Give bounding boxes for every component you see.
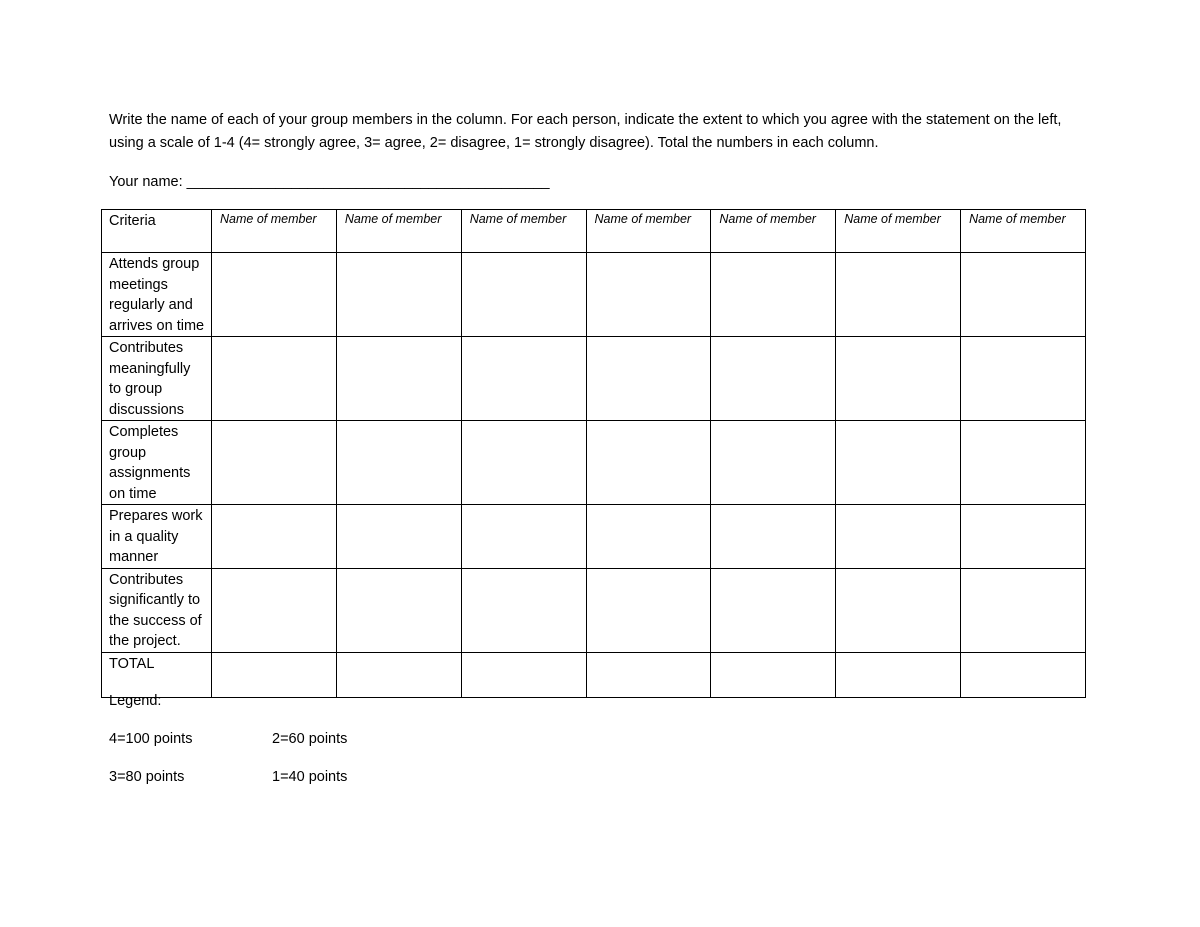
total-row <box>102 652 1086 697</box>
member-header: Name of member <box>711 210 836 253</box>
table-row <box>102 421 1086 505</box>
table-row <box>102 568 1086 652</box>
score-cell <box>836 253 961 337</box>
score-cell <box>586 421 711 505</box>
score-cell <box>836 568 961 652</box>
score-cell <box>212 568 337 652</box>
member-header: Name of member <box>836 210 961 253</box>
criteria-cell: Attends group meetings regularly and arrives on time <box>102 253 212 337</box>
total-cell <box>336 652 461 697</box>
score-cell <box>461 421 586 505</box>
member-header: Name of member <box>336 210 461 253</box>
score-cell <box>711 253 836 337</box>
total-cell <box>586 652 711 697</box>
legend-item: 2=60 points <box>272 731 348 747</box>
peer-evaluation-table <box>101 209 1086 698</box>
criteria-cell: Completes group assignments on time <box>102 421 212 505</box>
score-cell <box>461 253 586 337</box>
instructions-text: Write the name of each of your group members in the column. For each person, indicate the extent to which you agree with the statement on the left, using a scale of 1-4 (4= strongly agree, 3= agree, 2= disagree, 1= strongly disagree). Total the numbers in each column. <box>109 112 1062 151</box>
score-cell <box>711 505 836 569</box>
legend-title: Legend: <box>109 693 162 709</box>
score-cell <box>212 421 337 505</box>
score-cell <box>336 421 461 505</box>
score-cell <box>336 505 461 569</box>
score-cell <box>586 505 711 569</box>
score-cell <box>836 421 961 505</box>
legend-item: 3=80 points <box>109 769 185 785</box>
score-cell <box>711 337 836 421</box>
score-cell <box>586 568 711 652</box>
member-header: Name of member <box>461 210 586 253</box>
total-label: TOTAL <box>102 652 212 697</box>
table-row <box>102 253 1086 337</box>
criteria-header: Criteria <box>102 210 212 253</box>
score-cell <box>961 337 1086 421</box>
your-name-label: Your name: <box>109 174 183 190</box>
table-header-row <box>102 210 1086 253</box>
score-cell <box>212 505 337 569</box>
score-cell <box>586 337 711 421</box>
total-cell <box>961 652 1086 697</box>
score-cell <box>212 337 337 421</box>
legend-item: 4=100 points <box>109 731 193 747</box>
member-header: Name of member <box>212 210 337 253</box>
score-cell <box>461 505 586 569</box>
score-cell <box>711 421 836 505</box>
score-cell <box>711 568 836 652</box>
score-cell <box>836 505 961 569</box>
table-row <box>102 505 1086 569</box>
criteria-cell: Contributes significantly to the success of the project. <box>102 568 212 652</box>
score-cell <box>336 568 461 652</box>
total-cell <box>212 652 337 697</box>
criteria-cell: Contributes meaningfully to group discussions <box>102 337 212 421</box>
score-cell <box>461 568 586 652</box>
score-cell <box>961 253 1086 337</box>
member-header: Name of member <box>961 210 1086 253</box>
total-cell <box>836 652 961 697</box>
score-cell <box>961 421 1086 505</box>
score-cell <box>961 505 1086 569</box>
criteria-cell: Prepares work in a quality manner <box>102 505 212 569</box>
legend-item: 1=40 points <box>272 769 348 785</box>
score-cell <box>586 253 711 337</box>
score-cell <box>961 568 1086 652</box>
member-header: Name of member <box>586 210 711 253</box>
score-cell <box>836 337 961 421</box>
total-cell <box>461 652 586 697</box>
score-cell <box>461 337 586 421</box>
score-cell <box>212 253 337 337</box>
table-row <box>102 337 1086 421</box>
score-cell <box>336 253 461 337</box>
score-cell <box>336 337 461 421</box>
total-cell <box>711 652 836 697</box>
your-name-line <box>109 171 550 194</box>
your-name-blank: _____________________________________________ <box>186 174 550 190</box>
